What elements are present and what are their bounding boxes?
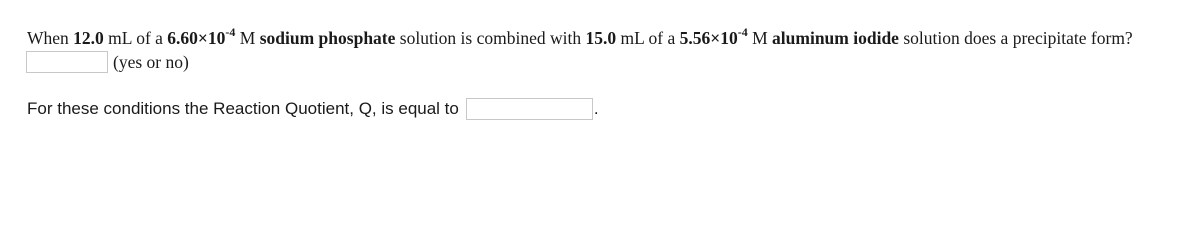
question-part: solution does a precipitate form?: [898, 28, 1133, 48]
precipitate-answer-hint: (yes or no): [113, 51, 189, 72]
precipitate-answer-input[interactable]: [26, 51, 108, 73]
question-part: mL of a: [616, 28, 680, 48]
concentration-1-exponent: -4: [225, 25, 236, 40]
compound-2: aluminum iodide: [772, 28, 899, 48]
question-part: M: [747, 28, 773, 48]
question-part: solution is combined with: [395, 28, 586, 48]
concentration-1-base: 6.60×10: [167, 28, 226, 48]
volume-1: 12.0: [73, 28, 104, 48]
question-part: When: [27, 28, 74, 48]
reaction-quotient-input[interactable]: [466, 98, 593, 120]
concentration-2-base: 5.56×10: [679, 28, 738, 48]
precipitate-answer-row: [26, 51, 189, 73]
reaction-quotient-label: For these conditions the Reaction Quotient, Q, is equal to: [27, 99, 459, 118]
question-part: mL of a: [103, 28, 168, 48]
volume-2: 15.0: [585, 28, 617, 48]
concentration-2-exponent: -4: [737, 25, 748, 40]
concentration-2: [679, 25, 748, 48]
reaction-quotient-row: [27, 98, 599, 120]
concentration-1: [167, 25, 236, 48]
question-text: [27, 27, 1133, 49]
reaction-quotient-period: .: [593, 99, 599, 118]
compound-1: sodium phosphate: [259, 28, 396, 48]
question-part: M: [235, 28, 260, 48]
